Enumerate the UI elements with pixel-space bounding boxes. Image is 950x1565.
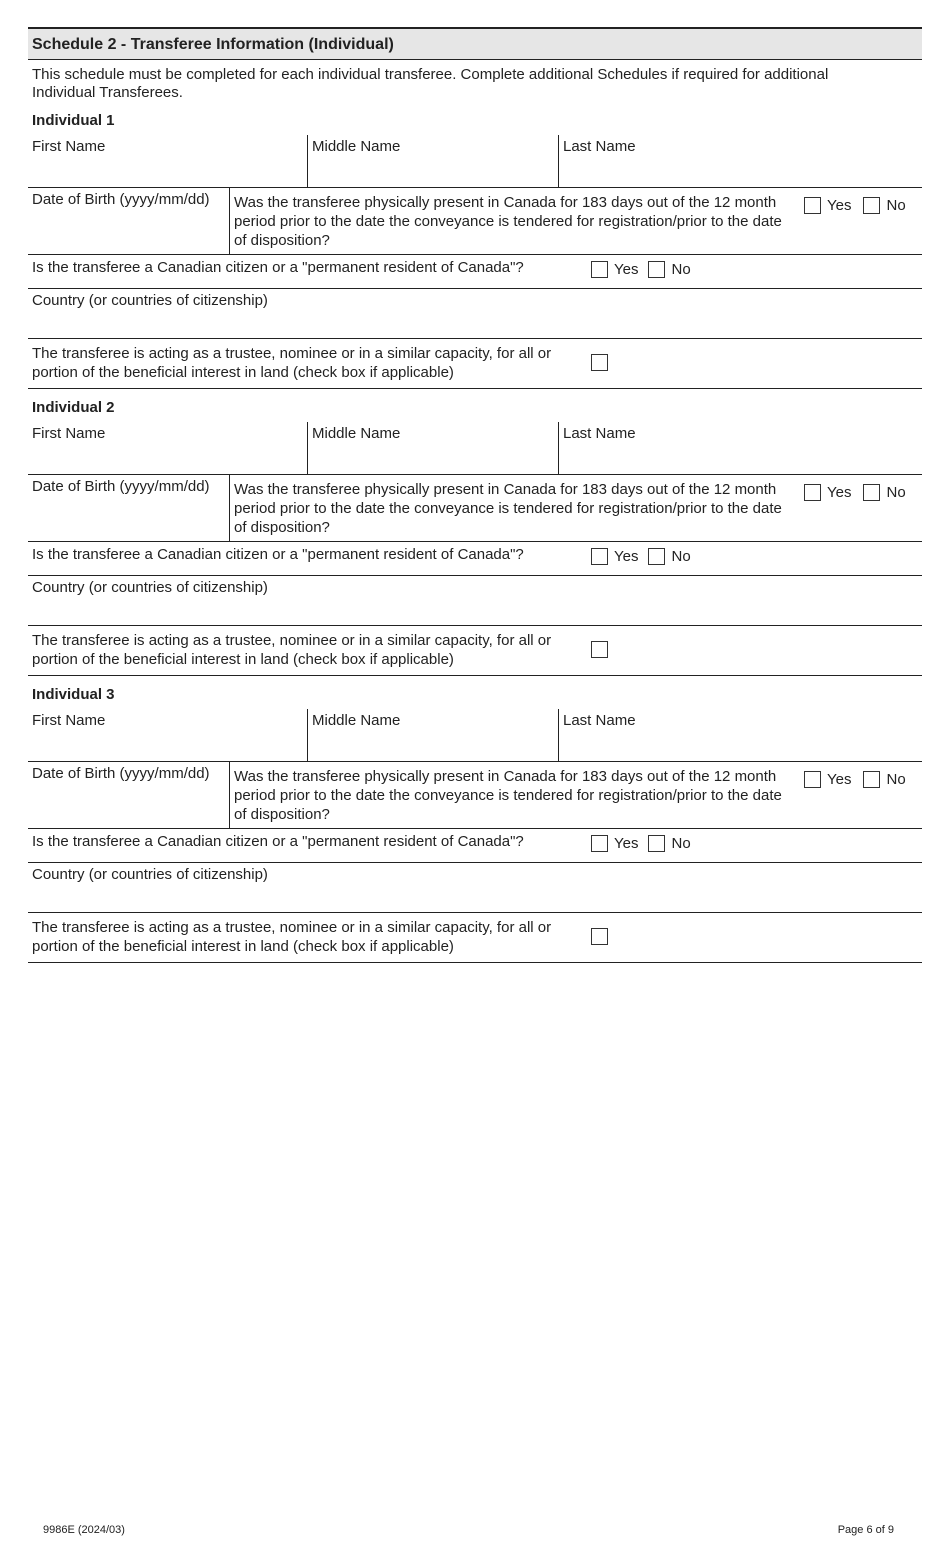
presence-question-text: Was the transferee physically present in Canada for 183 days out of the 12 month period prior to the date the conveyance is tendered for registration/prior to the date of disposition?: [234, 194, 782, 249]
last-name-field[interactable]: [558, 135, 922, 187]
citizen-question-text: Is the transferee a Canadian citizen or a "permanent resident of Canada"?: [32, 833, 524, 850]
yes-label: Yes: [827, 770, 852, 788]
individual-section: [28, 389, 922, 676]
citizen-yes-checkbox[interactable]: [591, 261, 608, 278]
citizen-no-checkbox[interactable]: [648, 261, 665, 278]
citizen-yes-no: [591, 259, 691, 279]
presence-question: [229, 475, 922, 541]
middle-name-field[interactable]: [307, 135, 558, 187]
middle-name-label: Middle Name: [312, 712, 401, 729]
no-label: No: [671, 260, 691, 278]
last-name-label: Last Name: [563, 138, 636, 155]
no-label: No: [671, 547, 691, 565]
trustee-checkbox[interactable]: [591, 641, 608, 658]
presence-no-checkbox[interactable]: [863, 484, 880, 501]
middle-name-label: Middle Name: [312, 138, 401, 155]
date-of-birth-label: Date of Birth (yyyy/mm/dd): [32, 191, 210, 208]
presence-no-checkbox[interactable]: [863, 197, 880, 214]
presence-question: [229, 188, 922, 254]
schedule-title: Schedule 2 - Transferee Information (Individual): [28, 27, 922, 60]
presence-yes-no: [804, 769, 906, 789]
citizen-no-checkbox[interactable]: [648, 835, 665, 852]
country-field[interactable]: [28, 289, 922, 339]
country-field[interactable]: [28, 576, 922, 626]
country-label: Country (or countries of citizenship): [32, 579, 268, 596]
presence-row: [28, 762, 922, 829]
citizen-yes-checkbox[interactable]: [591, 548, 608, 565]
date-of-birth-label: Date of Birth (yyyy/mm/dd): [32, 478, 210, 495]
trustee-text: The transferee is acting as a trustee, nominee or in a similar capacity, for all or portion of the beneficial interest in land (check box if applicable): [32, 345, 552, 381]
trustee-text: The transferee is acting as a trustee, nominee or in a similar capacity, for all or portion of the beneficial interest in land (check box if applicable): [32, 919, 552, 955]
presence-question-text: Was the transferee physically present in Canada for 183 days out of the 12 month period prior to the date the conveyance is tendered for registration/prior to the date of disposition?: [234, 768, 782, 823]
presence-question-text: Was the transferee physically present in Canada for 183 days out of the 12 month period prior to the date the conveyance is tendered for registration/prior to the date of disposition?: [234, 481, 782, 536]
trustee-text: The transferee is acting as a trustee, nominee or in a similar capacity, for all or portion of the beneficial interest in land (check box if applicable): [32, 632, 552, 668]
citizen-row: [28, 829, 922, 863]
date-of-birth-label: Date of Birth (yyyy/mm/dd): [32, 765, 210, 782]
no-label: No: [886, 770, 906, 788]
presence-row: [28, 188, 922, 255]
first-name-field[interactable]: [28, 709, 307, 761]
citizen-yes-no: [591, 546, 691, 566]
trustee-row: [28, 913, 922, 963]
last-name-field[interactable]: [558, 709, 922, 761]
presence-yes-no: [804, 195, 906, 215]
presence-yes-checkbox[interactable]: [804, 484, 821, 501]
citizen-no-checkbox[interactable]: [648, 548, 665, 565]
individual-heading: Individual 1: [32, 112, 115, 129]
trustee-row: [28, 339, 922, 389]
date-of-birth-field[interactable]: [28, 475, 229, 541]
presence-row: [28, 475, 922, 542]
individual-heading: Individual 3: [32, 686, 115, 703]
individual-section: [28, 676, 922, 963]
name-row: [28, 709, 922, 762]
citizen-yes-no: [591, 833, 691, 853]
yes-label: Yes: [614, 834, 639, 852]
date-of-birth-field[interactable]: [28, 188, 229, 254]
individual-section: [28, 102, 922, 389]
schedule-form: [28, 27, 922, 963]
first-name-field[interactable]: [28, 422, 307, 474]
no-label: No: [886, 483, 906, 501]
presence-no-checkbox[interactable]: [863, 771, 880, 788]
citizen-question-text: Is the transferee a Canadian citizen or a "permanent resident of Canada"?: [32, 259, 524, 276]
last-name-field[interactable]: [558, 422, 922, 474]
middle-name-field[interactable]: [307, 709, 558, 761]
date-of-birth-field[interactable]: [28, 762, 229, 828]
name-row: [28, 422, 922, 475]
name-row: [28, 135, 922, 188]
yes-label: Yes: [614, 547, 639, 565]
first-name-field[interactable]: [28, 135, 307, 187]
first-name-label: First Name: [32, 138, 106, 155]
country-label: Country (or countries of citizenship): [32, 866, 268, 883]
trustee-checkbox[interactable]: [591, 928, 608, 945]
first-name-label: First Name: [32, 425, 106, 442]
country-label: Country (or countries of citizenship): [32, 292, 268, 309]
citizen-question-text: Is the transferee a Canadian citizen or a "permanent resident of Canada"?: [32, 546, 524, 563]
schedule-intro: This schedule must be completed for each individual transferee. Complete additional Schedules if required for additional Individual Transferees.: [32, 66, 829, 101]
middle-name-label: Middle Name: [312, 425, 401, 442]
trustee-row: [28, 626, 922, 676]
no-label: No: [671, 834, 691, 852]
citizen-row: [28, 542, 922, 576]
individual-heading: Individual 2: [32, 399, 115, 416]
presence-yes-checkbox[interactable]: [804, 197, 821, 214]
no-label: No: [886, 196, 906, 214]
presence-yes-checkbox[interactable]: [804, 771, 821, 788]
country-field[interactable]: [28, 863, 922, 913]
middle-name-field[interactable]: [307, 422, 558, 474]
last-name-label: Last Name: [563, 712, 636, 729]
citizen-yes-checkbox[interactable]: [591, 835, 608, 852]
page-number: Page 6 of 9: [837, 1524, 894, 1536]
yes-label: Yes: [827, 196, 852, 214]
first-name-label: First Name: [32, 712, 106, 729]
last-name-label: Last Name: [563, 425, 636, 442]
yes-label: Yes: [614, 260, 639, 278]
yes-label: Yes: [827, 483, 852, 501]
presence-yes-no: [804, 482, 906, 502]
citizen-row: [28, 255, 922, 289]
form-code: 9986E (2024/03): [43, 1524, 125, 1536]
presence-question: [229, 762, 922, 828]
trustee-checkbox[interactable]: [591, 354, 608, 371]
